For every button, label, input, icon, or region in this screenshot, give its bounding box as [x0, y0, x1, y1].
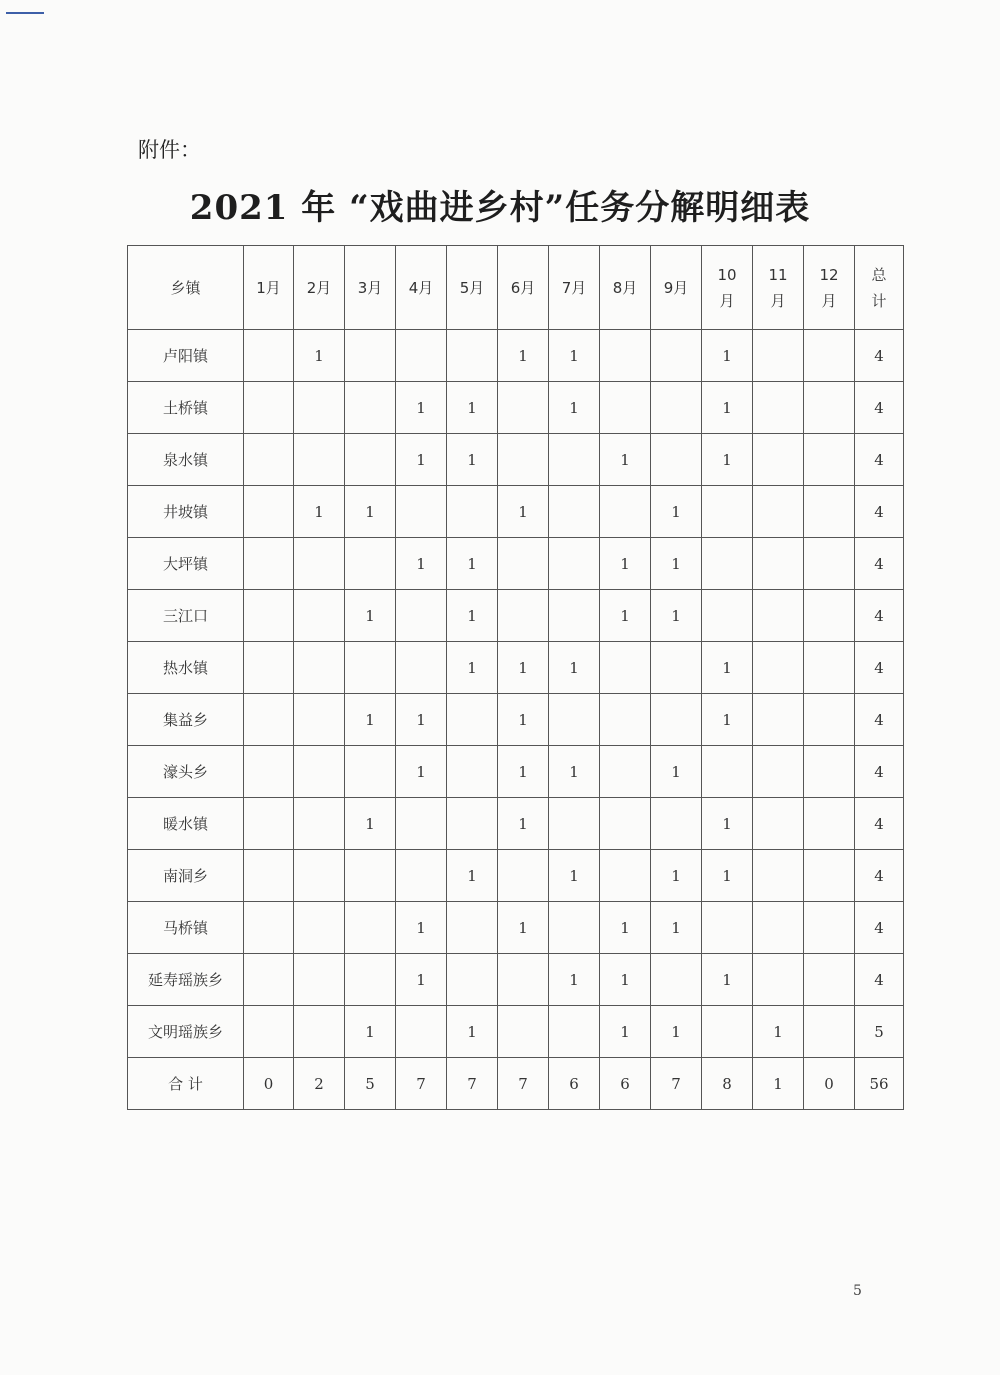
table-cell — [244, 590, 294, 642]
township-name: 延寿瑶族乡 — [128, 954, 244, 1006]
table-cell: 1 — [600, 590, 651, 642]
table-cell: 1 — [600, 954, 651, 1006]
table-cell — [753, 746, 804, 798]
table-cell — [600, 486, 651, 538]
table-cell — [804, 746, 855, 798]
table-row — [128, 486, 904, 538]
header-cell: 2月 — [294, 246, 345, 330]
table-cell — [651, 694, 702, 746]
table-cell: 1 — [498, 798, 549, 850]
table-cell: 1 — [498, 486, 549, 538]
table-cell — [702, 486, 753, 538]
table-cell — [396, 330, 447, 382]
table-cell: 1 — [600, 434, 651, 486]
table-cell — [396, 590, 447, 642]
header-cell: 6月 — [498, 246, 549, 330]
table-cell: 1 — [396, 746, 447, 798]
table-cell — [396, 642, 447, 694]
table-row — [128, 902, 904, 954]
table-cell — [498, 954, 549, 1006]
table-cell — [549, 590, 600, 642]
township-name: 濠头乡 — [128, 746, 244, 798]
table-cell — [244, 1006, 294, 1058]
table-cell — [294, 746, 345, 798]
township-name: 泉水镇 — [128, 434, 244, 486]
township-name: 土桥镇 — [128, 382, 244, 434]
table-cell — [804, 902, 855, 954]
header-cell: 10 月 — [702, 246, 753, 330]
table-cell — [396, 1006, 447, 1058]
table-cell: 1 — [753, 1006, 804, 1058]
table-cell — [396, 850, 447, 902]
table-cell: 1 — [549, 954, 600, 1006]
table-cell — [600, 746, 651, 798]
table-cell — [753, 330, 804, 382]
table-cell — [345, 954, 396, 1006]
table-cell — [345, 902, 396, 954]
table-cell — [294, 850, 345, 902]
table-cell — [447, 746, 498, 798]
table-cell: 1 — [702, 798, 753, 850]
table-cell — [804, 434, 855, 486]
header-cell: 12 月 — [804, 246, 855, 330]
header-cell: 3月 — [345, 246, 396, 330]
table-cell — [804, 694, 855, 746]
table-cell: 1 — [498, 694, 549, 746]
header-cell: 7月 — [549, 246, 600, 330]
table-cell: 7 — [651, 1058, 702, 1110]
table-cell: 1 — [549, 382, 600, 434]
table-cell — [651, 954, 702, 1006]
table-cell — [753, 850, 804, 902]
table-cell: 5 — [855, 1006, 904, 1058]
table-cell — [753, 590, 804, 642]
township-name: 集益乡 — [128, 694, 244, 746]
table-cell: 1 — [600, 902, 651, 954]
table-cell: 1 — [549, 850, 600, 902]
table-cell: 7 — [498, 1058, 549, 1110]
table-cell — [600, 330, 651, 382]
table-cell: 1 — [345, 486, 396, 538]
table-cell — [804, 382, 855, 434]
table-cell — [498, 1006, 549, 1058]
table-cell — [600, 382, 651, 434]
table-row — [128, 746, 904, 798]
table-cell — [753, 902, 804, 954]
page-title: 2021 年 “戏曲进乡村”任务分解明细表 — [189, 188, 811, 228]
table-row — [128, 954, 904, 1006]
table-cell — [447, 486, 498, 538]
table-cell: 4 — [855, 746, 904, 798]
table-row — [128, 1006, 904, 1058]
table-cell: 1 — [702, 850, 753, 902]
table-cell: 4 — [855, 642, 904, 694]
table-row — [128, 434, 904, 486]
table-cell: 1 — [396, 434, 447, 486]
table-cell: 1 — [651, 1006, 702, 1058]
table-cell: 56 — [855, 1058, 904, 1110]
table-cell — [244, 642, 294, 694]
table-cell — [804, 642, 855, 694]
table-cell: 1 — [549, 330, 600, 382]
township-name: 文明瑶族乡 — [128, 1006, 244, 1058]
table-cell: 4 — [855, 850, 904, 902]
township-name: 暖水镇 — [128, 798, 244, 850]
table-cell: 4 — [855, 382, 904, 434]
table-cell: 1 — [447, 382, 498, 434]
table-cell — [447, 954, 498, 1006]
table-cell: 1 — [651, 746, 702, 798]
table-cell: 6 — [600, 1058, 651, 1110]
table-cell — [702, 538, 753, 590]
table-cell — [804, 330, 855, 382]
table-cell: 4 — [855, 694, 904, 746]
table-cell — [753, 434, 804, 486]
table-cell — [498, 382, 549, 434]
table-cell — [498, 538, 549, 590]
table-cell — [244, 694, 294, 746]
table-cell — [804, 486, 855, 538]
header-cell: 4月 — [396, 246, 447, 330]
table-cell — [804, 538, 855, 590]
table-cell — [702, 746, 753, 798]
township-name: 大坪镇 — [128, 538, 244, 590]
table-cell — [600, 798, 651, 850]
table-cell: 7 — [396, 1058, 447, 1110]
total-row — [128, 1058, 904, 1110]
table-cell: 1 — [345, 590, 396, 642]
table-cell — [294, 538, 345, 590]
table-cell — [244, 746, 294, 798]
table-cell — [549, 434, 600, 486]
table-cell — [651, 382, 702, 434]
table-cell — [345, 746, 396, 798]
table-cell: 1 — [345, 694, 396, 746]
table-cell: 1 — [447, 434, 498, 486]
header-cell: 总 计 — [855, 246, 904, 330]
table-cell: 1 — [600, 538, 651, 590]
table-cell: 1 — [600, 1006, 651, 1058]
table-cell — [294, 954, 345, 1006]
table-cell — [753, 694, 804, 746]
table-header-row — [128, 246, 904, 330]
table-row — [128, 850, 904, 902]
table-cell: 4 — [855, 330, 904, 382]
table-cell — [702, 1006, 753, 1058]
page-number: 5 — [853, 1283, 862, 1299]
table-cell — [447, 694, 498, 746]
table-cell: 0 — [804, 1058, 855, 1110]
table-cell — [753, 642, 804, 694]
corner-line-mark — [6, 12, 44, 14]
header-cell: 1月 — [244, 246, 294, 330]
table-cell — [600, 642, 651, 694]
attachment-label: 附件： — [138, 138, 201, 162]
table-cell: 1 — [702, 330, 753, 382]
table-cell: 1 — [447, 1006, 498, 1058]
table-cell: 7 — [447, 1058, 498, 1110]
table-cell: 1 — [294, 330, 345, 382]
township-name: 三江口 — [128, 590, 244, 642]
table-cell: 1 — [498, 746, 549, 798]
table-cell — [294, 382, 345, 434]
table-cell — [549, 486, 600, 538]
table-cell — [549, 1006, 600, 1058]
table-cell: 1 — [498, 642, 549, 694]
table-cell — [804, 850, 855, 902]
header-township: 乡镇 — [128, 246, 244, 330]
table-cell — [345, 434, 396, 486]
table-cell — [345, 382, 396, 434]
table-cell: 1 — [753, 1058, 804, 1110]
table-cell: 4 — [855, 434, 904, 486]
table-cell — [244, 538, 294, 590]
table-cell — [294, 902, 345, 954]
township-name: 马桥镇 — [128, 902, 244, 954]
table-cell — [753, 954, 804, 1006]
township-name: 南洞乡 — [128, 850, 244, 902]
table-cell — [244, 486, 294, 538]
header-cell: 11 月 — [753, 246, 804, 330]
table-cell — [804, 798, 855, 850]
table-cell: 1 — [702, 642, 753, 694]
table-cell: 1 — [498, 902, 549, 954]
township-name: 井坡镇 — [128, 486, 244, 538]
table-cell — [294, 590, 345, 642]
header-cell: 9月 — [651, 246, 702, 330]
table-row — [128, 642, 904, 694]
table-cell: 1 — [396, 382, 447, 434]
table-cell: 1 — [651, 538, 702, 590]
header-cell: 5月 — [447, 246, 498, 330]
table-row — [128, 330, 904, 382]
table-cell: 6 — [549, 1058, 600, 1110]
table-cell — [804, 954, 855, 1006]
table-cell — [244, 798, 294, 850]
table-cell — [345, 330, 396, 382]
table-row — [128, 590, 904, 642]
table-cell: 1 — [447, 642, 498, 694]
table-cell — [447, 798, 498, 850]
township-name: 卢阳镇 — [128, 330, 244, 382]
table-cell: 1 — [651, 850, 702, 902]
table-cell — [447, 330, 498, 382]
table-cell: 1 — [702, 694, 753, 746]
table-cell: 1 — [345, 1006, 396, 1058]
table-cell: 4 — [855, 954, 904, 1006]
table-cell — [804, 590, 855, 642]
table-cell — [549, 902, 600, 954]
table-cell — [753, 798, 804, 850]
table-cell — [294, 434, 345, 486]
table-cell: 0 — [244, 1058, 294, 1110]
table-cell — [549, 798, 600, 850]
table-cell: 2 — [294, 1058, 345, 1110]
table-cell: 1 — [447, 538, 498, 590]
table-cell — [294, 694, 345, 746]
table-cell: 1 — [549, 746, 600, 798]
township-name: 热水镇 — [128, 642, 244, 694]
table-cell: 1 — [549, 642, 600, 694]
table-row — [128, 382, 904, 434]
table-cell — [244, 434, 294, 486]
table-cell: 1 — [702, 382, 753, 434]
table-cell — [396, 486, 447, 538]
table-cell — [651, 434, 702, 486]
table-cell — [244, 902, 294, 954]
table-cell: 1 — [702, 954, 753, 1006]
table-cell: 1 — [651, 902, 702, 954]
table-cell — [294, 1006, 345, 1058]
table-row — [128, 798, 904, 850]
table-cell — [447, 902, 498, 954]
table-cell: 1 — [447, 850, 498, 902]
table-cell: 1 — [498, 330, 549, 382]
table-cell: 1 — [447, 590, 498, 642]
table-cell: 1 — [294, 486, 345, 538]
table-cell: 4 — [855, 590, 904, 642]
table-cell — [345, 642, 396, 694]
table-cell — [600, 850, 651, 902]
table-cell — [244, 954, 294, 1006]
table-cell — [294, 798, 345, 850]
table-cell: 1 — [396, 954, 447, 1006]
table-cell: 1 — [345, 798, 396, 850]
table-cell — [753, 538, 804, 590]
table-cell — [244, 382, 294, 434]
table-cell — [804, 1006, 855, 1058]
table-cell: 8 — [702, 1058, 753, 1110]
table-cell — [702, 590, 753, 642]
table-cell — [651, 642, 702, 694]
table-cell: 5 — [345, 1058, 396, 1110]
table-cell — [549, 538, 600, 590]
table-cell: 1 — [396, 902, 447, 954]
table-cell: 1 — [651, 486, 702, 538]
table-cell — [498, 590, 549, 642]
table-cell: 4 — [855, 486, 904, 538]
table-cell: 1 — [396, 538, 447, 590]
table-cell — [651, 330, 702, 382]
table-cell — [498, 434, 549, 486]
table-cell — [753, 382, 804, 434]
table-cell — [549, 694, 600, 746]
table-cell — [498, 850, 549, 902]
table-cell — [651, 798, 702, 850]
table-cell — [600, 694, 651, 746]
task-breakdown-table — [127, 245, 904, 1110]
table-cell: 4 — [855, 902, 904, 954]
table-cell — [244, 850, 294, 902]
table-cell — [345, 538, 396, 590]
table-cell — [294, 642, 345, 694]
township-name: 合 计 — [128, 1058, 244, 1110]
table-cell — [396, 798, 447, 850]
table-cell: 1 — [396, 694, 447, 746]
table-row — [128, 694, 904, 746]
table-cell: 1 — [651, 590, 702, 642]
table-row — [128, 538, 904, 590]
table-cell — [244, 330, 294, 382]
table-cell — [702, 902, 753, 954]
table-cell: 4 — [855, 538, 904, 590]
table-cell — [753, 486, 804, 538]
table-cell: 4 — [855, 798, 904, 850]
table-cell — [345, 850, 396, 902]
table-cell: 1 — [702, 434, 753, 486]
header-cell: 8月 — [600, 246, 651, 330]
